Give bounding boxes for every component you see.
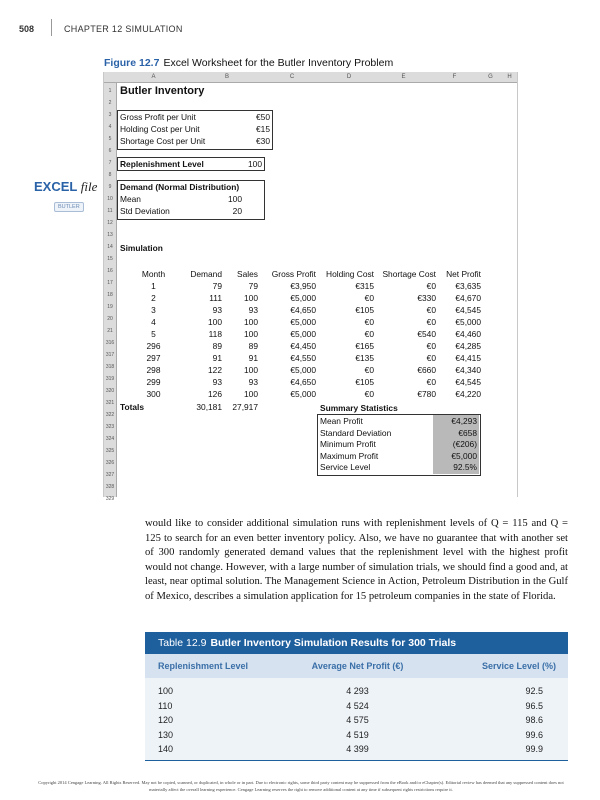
simulation-cell: 299 xyxy=(146,377,161,387)
row-number: 17 xyxy=(107,280,113,286)
simulation-cell: 100 xyxy=(244,329,258,339)
row-number: 7 xyxy=(108,160,112,166)
simulation-cell: €4,460 xyxy=(455,329,481,339)
table-row xyxy=(145,730,568,744)
holding-cost-label: Holding Cost per Unit xyxy=(120,124,200,134)
summary-value: €5,000 xyxy=(451,450,477,461)
simulation-cell: €0 xyxy=(364,317,374,327)
row-number: 9 xyxy=(108,184,112,190)
summary-label: Standard Deviation xyxy=(320,427,392,438)
header-replenishment-level: Replenishment Level xyxy=(158,661,249,671)
simulation-cell: €0 xyxy=(426,281,436,291)
replenishment-value: 100 xyxy=(248,159,262,169)
simulation-cell: 100 xyxy=(208,317,222,327)
simulation-cell: €4,220 xyxy=(455,389,481,399)
simulation-cell: €3,635 xyxy=(455,281,481,291)
simulation-cell: 2 xyxy=(151,293,156,303)
simulation-cell: €0 xyxy=(364,293,374,303)
figure-title: Excel Worksheet for the Butler Inventory Problem xyxy=(163,57,394,69)
std-label: Std Deviation xyxy=(120,206,170,216)
table-title-bar xyxy=(145,632,568,654)
row-number: 13 xyxy=(107,232,113,238)
replenishment-label: Replenishment Level xyxy=(120,159,204,169)
row-number: 319 xyxy=(105,376,115,382)
simulation-cell: €135 xyxy=(355,353,374,363)
table-cell: 140 xyxy=(158,744,174,754)
simulation-cell: 91 xyxy=(248,353,258,363)
row-number: 21 xyxy=(107,328,113,334)
simulation-cell: 93 xyxy=(248,305,258,315)
simulation-cell: 1 xyxy=(151,281,156,291)
simulation-cell: 5 xyxy=(151,329,156,339)
excel-file-label xyxy=(34,179,97,195)
row-number: 325 xyxy=(105,448,115,454)
header-divider xyxy=(51,19,52,36)
table-row xyxy=(145,701,568,715)
totals-demand: 30,181 xyxy=(196,402,222,412)
summary-label: Mean Profit xyxy=(320,416,363,426)
table-cell: 99.6 xyxy=(525,729,543,740)
simulation-cell: €4,415 xyxy=(455,353,481,363)
simulation-cell: €0 xyxy=(426,305,436,315)
page-number: 508 xyxy=(19,24,35,34)
summary-title: Summary Statistics xyxy=(320,403,398,413)
totals-sales: 27,917 xyxy=(232,402,258,412)
mean-value: 100 xyxy=(228,194,242,204)
simulation-cell: 4 xyxy=(151,317,156,327)
column-header: F xyxy=(430,72,479,83)
table-cell: 99.9 xyxy=(525,744,543,754)
row-number: 6 xyxy=(108,148,112,154)
column-title-sales: Sales xyxy=(237,269,258,279)
summary-value: €4,293 xyxy=(451,416,477,426)
simulation-cell: €0 xyxy=(364,329,374,339)
row-number: 329 xyxy=(105,496,115,502)
row-number: 318 xyxy=(105,364,115,370)
summary-label: Maximum Profit xyxy=(320,450,379,461)
simulation-cell: €0 xyxy=(426,341,436,351)
row-number: 324 xyxy=(105,436,115,442)
demand-title: Demand (Normal Distribution) xyxy=(120,182,240,192)
simulation-cell: €5,000 xyxy=(290,365,316,375)
results-table xyxy=(145,632,568,761)
column-title-shortage-cost: Shortage Cost xyxy=(382,269,436,279)
header-average-net-profit: Average Net Profit (€) xyxy=(311,661,404,671)
simulation-cell: €4,285 xyxy=(455,341,481,351)
summary-label: Service Level xyxy=(320,462,371,473)
simulation-cell: 298 xyxy=(146,365,161,375)
simulation-cell: €0 xyxy=(364,389,374,399)
column-header: C xyxy=(263,72,321,83)
table-cell: 4 519 xyxy=(346,729,369,740)
simulation-cell: 100 xyxy=(244,365,258,375)
shortage-cost-value: €30 xyxy=(256,136,270,146)
simulation-cell: €780 xyxy=(417,389,436,399)
std-value: 20 xyxy=(232,206,242,216)
summary-value: 92.5% xyxy=(453,462,477,473)
row-number: 327 xyxy=(105,472,115,478)
simulation-cell: 89 xyxy=(212,341,222,351)
file-word: file xyxy=(80,179,98,194)
row-number: 16 xyxy=(107,268,113,274)
simulation-cell: €105 xyxy=(355,377,374,387)
column-header: D xyxy=(321,72,377,83)
simulation-cell: 3 xyxy=(151,305,156,315)
table-row xyxy=(145,686,568,700)
column-header: E xyxy=(377,72,430,83)
table-cell: 100 xyxy=(158,686,174,696)
simulation-cell: €0 xyxy=(364,365,374,375)
table-cell: 4 575 xyxy=(346,715,369,725)
table-cell: 96.5 xyxy=(525,700,543,711)
simulation-cell: 118 xyxy=(208,329,222,339)
simulation-cell: €4,545 xyxy=(455,305,481,315)
simulation-cell: €5,000 xyxy=(290,329,316,339)
totals-label: Totals xyxy=(120,402,145,412)
table-cell: 110 xyxy=(158,700,173,711)
row-number: 328 xyxy=(105,484,115,490)
simulation-label: Simulation xyxy=(120,243,163,253)
simulation-cell: €3,950 xyxy=(290,281,316,291)
table-number: Table 12.9 xyxy=(158,637,207,649)
simulation-cell: €105 xyxy=(355,305,374,315)
simulation-cell: 100 xyxy=(244,389,258,399)
simulation-cell: €540 xyxy=(417,329,436,339)
table-cell: 4 293 xyxy=(346,686,369,696)
simulation-cell: €4,340 xyxy=(455,365,481,375)
simulation-cell: 296 xyxy=(146,341,161,351)
simulation-cell: €4,670 xyxy=(455,293,481,303)
simulation-cell: €4,550 xyxy=(290,353,316,363)
simulation-cell: €5,000 xyxy=(290,389,316,399)
row-number: 11 xyxy=(107,208,113,214)
simulation-cell: 100 xyxy=(244,293,258,303)
copyright-notice: Copyright 2014 Cengage Learning. All Rights Reserved. May not be copied, scanned, or duplicated, in whole or in part. Due to electronic rights, some third party content may be suppressed from the eBook and/or eChapter(s). Editorial review has deemed that any suppressed content does not materially affect the overall learning experience. Cengage Learning reserves the right to remove additional content at any time if subsequent rights restrictions require it. xyxy=(38,780,564,792)
gross-profit-value: €50 xyxy=(256,112,270,122)
simulation-cell: 91 xyxy=(212,353,222,363)
simulation-cell: €330 xyxy=(417,293,436,303)
table-row xyxy=(145,715,568,729)
simulation-cell: €0 xyxy=(426,317,436,327)
table-row xyxy=(145,744,568,758)
row-number: 1 xyxy=(108,88,112,94)
column-title-gross-profit: Gross Profit xyxy=(271,269,316,279)
table-cell: 92.5 xyxy=(525,686,543,696)
mean-label: Mean xyxy=(120,194,141,204)
column-title-holding-cost: Holding Cost xyxy=(326,269,374,279)
excel-word: EXCEL xyxy=(34,179,78,194)
row-number: 321 xyxy=(105,400,115,406)
summary-value: €658 xyxy=(458,427,477,438)
simulation-cell: €4,650 xyxy=(290,377,316,387)
row-number: 3 xyxy=(108,112,112,118)
simulation-cell: 122 xyxy=(208,365,222,375)
row-number: 326 xyxy=(105,460,115,466)
row-number: 5 xyxy=(108,136,112,142)
table-cell: 120 xyxy=(158,715,174,725)
simulation-cell: €660 xyxy=(417,365,436,375)
simulation-cell: 111 xyxy=(209,293,222,303)
table-cell: 130 xyxy=(158,729,174,740)
column-header: A xyxy=(116,72,191,83)
row-number: 4 xyxy=(108,124,112,130)
holding-cost-value: €15 xyxy=(256,124,270,134)
simulation-cell: €4,545 xyxy=(455,377,481,387)
row-number: 15 xyxy=(107,256,113,262)
row-number: 323 xyxy=(105,424,115,430)
table-body xyxy=(145,678,568,760)
simulation-cell: 79 xyxy=(248,281,258,291)
simulation-cell: 100 xyxy=(244,317,258,327)
table-bottom-rule xyxy=(145,760,568,761)
simulation-cell: €5,000 xyxy=(290,293,316,303)
row-number: 317 xyxy=(105,352,115,358)
simulation-cell: 297 xyxy=(146,353,161,363)
file-badge: BUTLER xyxy=(54,202,84,212)
row-number: 10 xyxy=(107,196,113,202)
column-header: H xyxy=(502,72,517,83)
gross-profit-label: Gross Profit per Unit xyxy=(120,112,196,122)
simulation-cell: €5,000 xyxy=(455,317,481,327)
table-header-row xyxy=(145,654,568,678)
figure-caption xyxy=(104,57,393,69)
simulation-cell: 300 xyxy=(146,389,161,399)
header-service-level: Service Level (%) xyxy=(481,661,556,671)
excel-worksheet xyxy=(103,72,518,502)
simulation-cell: 126 xyxy=(208,389,222,399)
summary-label: Minimum Profit xyxy=(320,439,376,450)
row-number: 20 xyxy=(107,316,113,322)
simulation-cell: 93 xyxy=(212,377,222,387)
row-number: 18 xyxy=(107,292,113,298)
simulation-cell: 79 xyxy=(212,281,222,291)
sheet-title: Butler Inventory xyxy=(120,85,205,97)
row-number: 14 xyxy=(107,244,113,250)
row-number: 316 xyxy=(105,340,115,346)
shortage-cost-label: Shortage Cost per Unit xyxy=(120,136,206,146)
chapter-title: CHAPTER 12 SIMULATION xyxy=(64,24,183,34)
summary-value: (€206) xyxy=(452,439,477,450)
simulation-cell: €0 xyxy=(426,377,436,387)
simulation-cell: €4,450 xyxy=(290,341,316,351)
row-number: 8 xyxy=(108,172,112,178)
table-title: Butler Inventory Simulation Results for 300 Trials xyxy=(210,637,457,649)
row-number: 2 xyxy=(108,100,112,106)
figure-number: Figure 12.7 xyxy=(104,57,160,69)
simulation-cell: €165 xyxy=(355,341,374,351)
body-paragraph xyxy=(145,517,568,605)
table-cell: 4 399 xyxy=(346,744,369,754)
column-title-month: Month xyxy=(141,269,166,279)
table-cell: 4 524 xyxy=(346,700,369,711)
simulation-cell: €4,650 xyxy=(290,305,316,315)
simulation-cell: 93 xyxy=(248,377,258,387)
simulation-cell: €5,000 xyxy=(290,317,316,327)
corner-cell xyxy=(104,72,116,83)
simulation-cell: €0 xyxy=(426,353,436,363)
simulation-cell: €315 xyxy=(355,281,374,291)
row-number: 12 xyxy=(107,220,113,226)
paragraph-text: would like to consider additional simulation runs with replenishment levels of Q = 115 and Q = 125 to search for an even better inventory policy. Also, we have no guarantee that with another set of 300 randomly generated demand values that the replenishment level with the highest profit would not change. However, with a large number of simulation trials, we should find a good and, at least, near optimal solution. The Management Science in Action, Petroleum Distribution in the Gulf of Mexico, describes a simulation application for 15 petroleum companies in the state of Florida. xyxy=(145,518,568,602)
column-title-net-profit: Net Profit xyxy=(446,269,481,279)
simulation-cell: 93 xyxy=(212,305,222,315)
column-header: B xyxy=(191,72,263,83)
column-header: G xyxy=(479,72,502,83)
row-number: 322 xyxy=(105,412,115,418)
row-number: 19 xyxy=(107,304,113,310)
column-title-demand: Demand xyxy=(190,269,222,279)
simulation-cell: 89 xyxy=(248,341,258,351)
row-number: 320 xyxy=(105,388,115,394)
table-cell: 98.6 xyxy=(525,715,543,725)
